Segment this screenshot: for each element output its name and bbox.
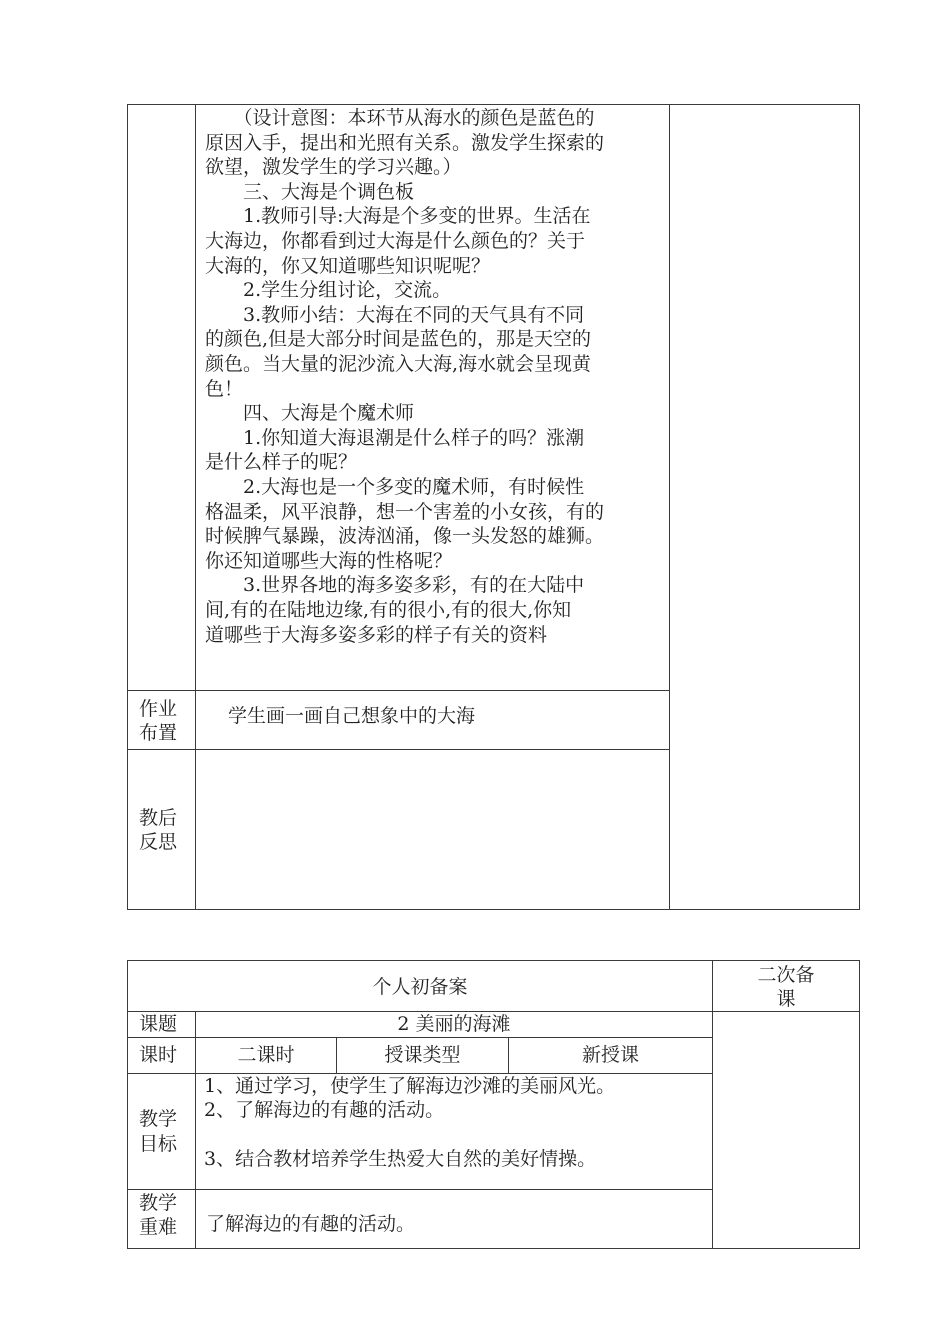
- period-label: 课时: [139, 1044, 178, 1066]
- table2-row-divider-topic: [127, 1037, 713, 1038]
- lesson-type-label: 授课类型: [384, 1044, 461, 1066]
- body-line: 原因入手，提出和光照有关系。激发学生探索的: [205, 131, 605, 154]
- table1-border-left: [127, 104, 128, 910]
- body-line: 格温柔，风平浪静，想一个害羞的小女孩，有的: [205, 500, 605, 523]
- period-value: 二课时: [237, 1044, 295, 1066]
- table2-border-right: [859, 960, 860, 1249]
- body-line: 的颜色,但是大部分时间是蓝色的，那是天空的: [205, 328, 592, 351]
- table1-col-divider-2: [669, 104, 670, 910]
- body-line: 颜色。当大量的泥沙流入大海,海水就会呈现黄: [205, 353, 592, 375]
- goal-item: 1、通过学习，使学生了解海边沙滩的美丽风光。: [204, 1075, 616, 1097]
- homework-text: 学生画一画自己想象中的大海: [228, 705, 476, 727]
- body-line: （设计意图：本环节从海水的颜色是蓝色的: [205, 107, 595, 129]
- table1-col-divider-1: [195, 104, 196, 910]
- key-points-text: 了解海边的有趣的活动。: [206, 1213, 416, 1235]
- table1-border-right: [859, 104, 860, 910]
- table1-row-divider-2: [127, 749, 670, 750]
- body-line: 3.世界各地的海多姿多彩，有的在大陆中: [205, 574, 585, 597]
- second-prep-header: 二次备: [757, 964, 815, 986]
- goal-item: 3、结合教材培养学生热爱大自然的美好情操。: [204, 1148, 597, 1170]
- reflection-label: 教后: [139, 807, 178, 829]
- topic-label: 课题: [139, 1013, 178, 1035]
- key-points-label: 教学: [139, 1192, 178, 1214]
- body-line: 1.教师引导:大海是个多变的世界。生活在: [205, 205, 591, 228]
- body-line: 你还知道哪些大海的性格呢？: [205, 549, 453, 572]
- body-line: 时候脾气暴躁，波涛汹涌，像一头发怒的雄狮。: [205, 525, 605, 548]
- body-line: 2.学生分组讨论，交流。: [205, 279, 452, 302]
- body-line: 道哪些于大海多姿多彩的样子有关的资料: [205, 623, 548, 646]
- table1-row-divider-1: [127, 690, 670, 691]
- table1-border-top: [127, 104, 860, 105]
- homework-label-line2: 布置: [139, 722, 178, 744]
- body-line: 3.教师小结：大海在不同的天气具有不同: [205, 303, 585, 326]
- section-heading: 三、大海是个调色板: [205, 180, 415, 203]
- section-heading: 四、大海是个魔术师: [205, 402, 415, 425]
- body-line: 色！: [205, 377, 244, 400]
- reflection-label-line2: 反思: [139, 831, 178, 853]
- homework-label: 作业: [139, 698, 178, 720]
- goals-label: 教学: [139, 1108, 178, 1130]
- body-line: 大海边，你都看到过大海是什么颜色的？关于: [205, 230, 586, 252]
- body-line: 2.大海也是一个多变的魔术师，有时候性: [205, 476, 585, 498]
- second-prep-header-line2: 课: [776, 988, 796, 1010]
- goal-item: 2、了解海边的有趣的活动。: [204, 1099, 445, 1121]
- personal-prep-header: 个人初备案: [372, 976, 468, 998]
- body-line: 是什么样子的呢？: [205, 451, 358, 474]
- body-line: 欲望，激发学生的学习兴趣。）: [205, 156, 462, 179]
- table2-border-bottom: [127, 1248, 860, 1249]
- body-line: 大海的，你又知道哪些知识呢呢？: [205, 254, 491, 277]
- table1-border-bottom: [127, 909, 860, 910]
- topic-value: 2 美丽的海滩: [397, 1013, 511, 1035]
- body-line: 间,有的在陆地边缘,有的很小,有的很大,你知: [205, 599, 572, 621]
- table2-border-top: [127, 960, 860, 961]
- table2-row-divider-goals: [127, 1189, 713, 1190]
- key-points-label-line2: 重难: [139, 1216, 178, 1238]
- body-line: 1.你知道大海退潮是什么样子的吗？涨潮: [205, 426, 585, 449]
- goals-label-line2: 目标: [139, 1133, 178, 1155]
- table2-border-left: [127, 960, 128, 1249]
- lesson-type-value: 新授课: [581, 1044, 639, 1066]
